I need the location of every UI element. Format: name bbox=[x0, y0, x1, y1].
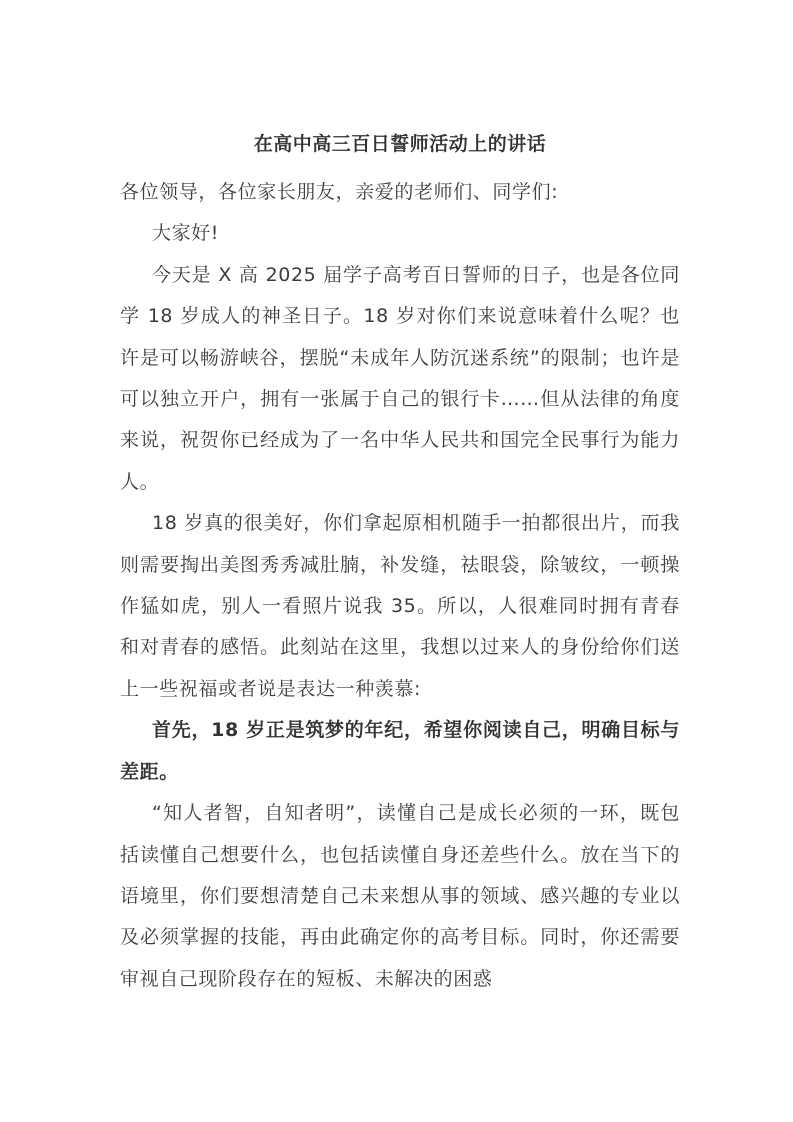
paragraph-eighteen: 18 岁真的很美好，你们拿起原相机随手一拍都很出片，而我则需要掏出美图秀秀减肚腩，补发缝，祛眼袋，除皱纹，一顿操作猛如虎，别人一看照片说我 35。所以，人很难同时拥有青春和对青春的感悟。此刻站在这里，我想以过来人的身份给你们送上一些祝福或者说是表达一种羡慕: bbox=[120, 512, 680, 700]
greeting: 大家好! bbox=[152, 222, 220, 245]
paragraph-know-yourself: “知人者智，自知者明”，读懂自己是成长必须的一环，既包括读懂自己想要什么，也包括读懂自身还差些什么。放在当下的语境里，你们要想清楚自己未来想从事的领域、感兴趣的专业以及必须掌握的技能，再由此确定你的高考目标。同时，你还需要审视自己现阶段存在的短板、未解决的困惑 bbox=[120, 802, 680, 990]
section-heading-first: 首先，18 岁正是筑梦的年纪，希望你阅读自己，明确目标与差距。 bbox=[120, 719, 680, 783]
salutation: 各位领导，各位家长朋友，亲爱的老师们、同学们: bbox=[120, 181, 559, 203]
document-title: 在高中高三百日誓师活动上的讲话 bbox=[253, 133, 547, 155]
document-page bbox=[120, 128, 680, 1000]
paragraph-opening: 今天是 X 高 2025 届学子高考百日誓师的日子，也是各位同学 18 岁成人的神圣日子。18 岁对你们来说意味着什么呢？也许是可以畅游峡谷，摆脱“未成年人防沉迷系统”的限制；也许是可以独立开户，拥有一张属于自己的银行卡……但从法律的角度来说，祝贺你已经成为了一名中华人民共和国完全民事行为能力人。 bbox=[120, 263, 680, 493]
